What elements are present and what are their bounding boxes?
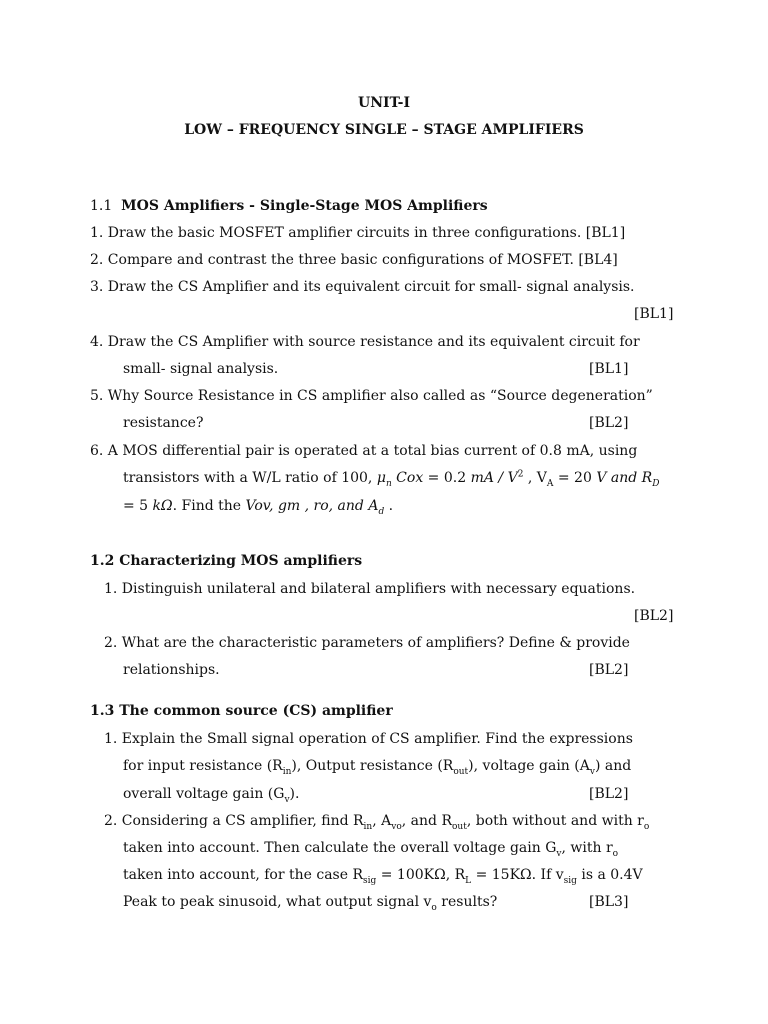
bloom-level-tag: [BL2] (589, 662, 629, 678)
question-1-1-2: 2. Compare and contrast the three basic configurations of MOSFET. [BL4] (90, 252, 618, 268)
question-1-3-1-cont: for input resistance $(R_{in})$, Output resistance $(R_{out})$, voltage gain $(A_v)$ and (123, 758, 632, 777)
bloom-level-tag: [BL2] (589, 786, 629, 802)
question-1-3-1-cont: overall voltage gain $(G_v)$. (123, 786, 300, 805)
section-title: MOS Amplifiers - Single-Stage MOS Amplifiers (121, 198, 488, 214)
question-1-3-2-cont: Peak to peak sinusoid, what output signal $v_o$ results? (123, 894, 498, 913)
page-title: LOW – FREQUENCY SINGLE – STAGE AMPLIFIERS (184, 122, 584, 138)
section-number: 1.1 (90, 198, 113, 214)
unit-heading: UNIT-I (357, 95, 410, 111)
question-1-1-5: 5. Why Source Resistance in CS amplifier also called as “Source degeneration” (90, 388, 653, 404)
bloom-level-tag: [BL1] (589, 361, 629, 377)
bloom-level-tag: [BL2] (589, 415, 629, 431)
bloom-level-tag: [BL2] (634, 608, 674, 624)
question-1-2-2: 2. What are the characteristic parameters of amplifiers? Define & provide (104, 635, 630, 651)
question-1-1-4: 4. Draw the CS Amplifier with source resistance and its equivalent circuit for (90, 334, 640, 350)
section-1-2-heading: 1.2 Characterizing MOS amplifiers (90, 553, 363, 569)
question-1-1-6-cont: transistors with a W/L ratio of 100, $\mu_n$ Cox = 0.2 mA / $V^2$ , $V_A = 20$ V and $R_D$ (123, 469, 660, 489)
question-1-1-4-cont: small- signal analysis. (123, 361, 279, 377)
bloom-level-tag: [BL1] (634, 306, 674, 322)
question-1-3-2-cont: taken into account. Then calculate the overall voltage gain $G_v$, with $r_o$ (123, 840, 619, 859)
section-1-1-heading (90, 197, 488, 215)
question-1-2-2-cont: relationships. (123, 662, 220, 678)
question-1-1-6-cont: = 5 kΩ. Find the Vov, gm , ro, and $A_d$ . (123, 498, 394, 517)
question-1-1-6: 6. A MOS differential pair is operated at a total bias current of 0.8 mA, using (90, 443, 638, 459)
section-1-3-heading: 1.3 The common source (CS) amplifier (90, 703, 393, 719)
question-1-2-1: 1. Distinguish unilateral and bilateral amplifiers with necessary equations. (104, 581, 636, 597)
question-1-1-1: 1. Draw the basic MOSFET amplifier circuits in three configurations. [BL1] (90, 225, 626, 241)
question-1-3-2-cont: taken into account, for the case $R_{sig} = 100K\Omega$, $R_L = 15K\Omega$. If $v_{sig}$ is a 0.4V (123, 867, 643, 886)
question-1-1-5-cont: resistance? (123, 415, 204, 431)
question-1-1-3: 3. Draw the CS Amplifier and its equivalent circuit for small- signal analysis. (90, 279, 635, 295)
question-1-3-1: 1. Explain the Small signal operation of CS amplifier. Find the expressions (104, 731, 633, 747)
bloom-level-tag: [BL3] (589, 894, 629, 910)
question-1-3-2: 2. Considering a CS amplifier, find $R_{in}$, $A_{vo}$, and $R_{out}$, both without and with $r_o$ (104, 813, 650, 832)
